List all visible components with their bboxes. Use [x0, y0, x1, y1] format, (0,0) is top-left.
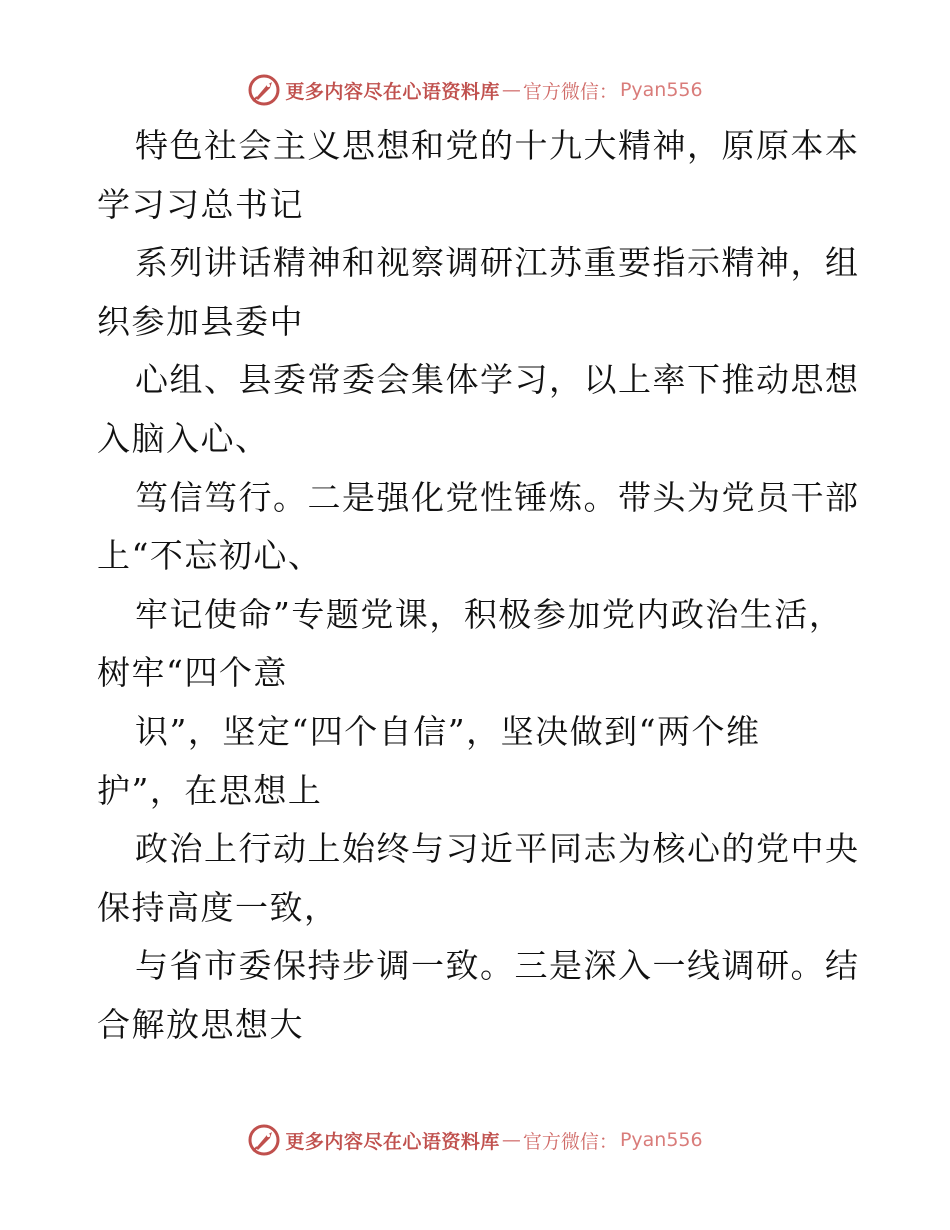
body-line: 学习习总书记: [97, 184, 304, 224]
footer-banner: [0, 1120, 950, 1160]
footer-banner-separator: —: [501, 1129, 521, 1151]
document-body: [97, 117, 860, 1055]
body-line: 树牢“四个意: [97, 653, 288, 693]
body-line: 上“不忘初心、: [97, 536, 323, 576]
header-banner-title: 更多内容尽在心语资料库: [285, 80, 500, 103]
body-line: 保持高度一致，: [97, 887, 339, 927]
header-banner-wechat-label: 官方微信：: [522, 80, 618, 103]
header-banner-wechat-id: Pyan556: [619, 79, 703, 101]
pen-nib-logo-icon: [247, 73, 281, 107]
body-line: 合解放思想大: [97, 1004, 304, 1044]
body-line: 牢记使命”专题党课，积极参加党内政治生活，: [135, 594, 844, 634]
body-line: 护”，在思想上: [97, 770, 323, 810]
header-banner-separator: —: [501, 79, 521, 101]
body-line: 政治上行动上始终与习近平同志为核心的党中央: [135, 829, 860, 869]
body-line: 与省市委保持步调一致。三是深入一线调研。结: [135, 946, 860, 986]
pen-nib-logo-icon: [247, 1123, 281, 1157]
body-line: 入脑入心、: [97, 418, 270, 458]
body-line: 系列讲话精神和视察调研江苏重要指示精神，组: [135, 243, 860, 283]
body-line: 识”，坚定“四个自信”，坚决做到“两个维: [135, 711, 761, 751]
footer-banner-wechat-id: Pyan556: [619, 1129, 703, 1151]
body-line: 织参加县委中: [97, 301, 304, 341]
body-line: 心组、县委常委会集体学习，以上率下推动思想: [135, 360, 860, 400]
footer-banner-title: 更多内容尽在心语资料库: [285, 1130, 500, 1153]
body-line: 特色社会主义思想和党的十九大精神，原原本本: [135, 126, 860, 165]
body-line: 笃信笃行。二是强化党性锤炼。带头为党员干部: [135, 477, 860, 517]
footer-banner-wechat-label: 官方微信：: [522, 1130, 618, 1153]
header-banner: [0, 70, 950, 110]
